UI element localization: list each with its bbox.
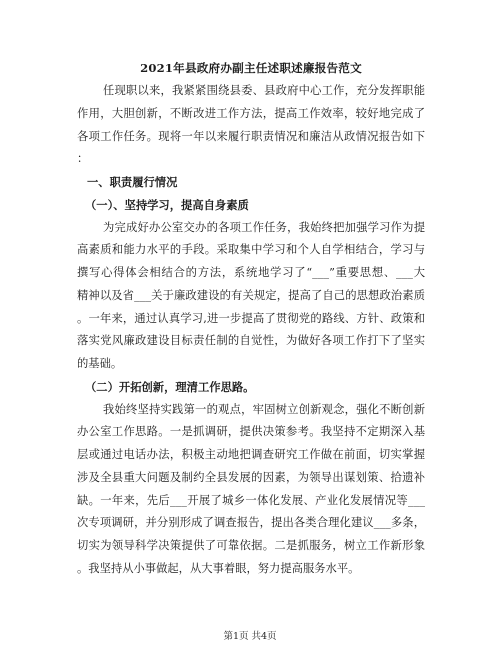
paragraph-line: 任现职以来，我紧紧围绕县委、县政府中心工作，充分发挥职能 bbox=[103, 84, 425, 97]
paragraph-line: 的基础。 bbox=[77, 357, 123, 370]
paragraph-line: 我始终坚持实践第一的观点，牢固树立创新观念，强化不断创新 bbox=[103, 402, 425, 416]
intro-paragraph bbox=[77, 80, 425, 171]
paragraph-line: ： bbox=[77, 152, 89, 166]
section-heading: 一、职责履行情况 bbox=[87, 175, 178, 189]
subsection-heading: （一）、坚持学习，提高自身素质 bbox=[85, 197, 249, 212]
page-number: 第1页 共4页 bbox=[223, 631, 277, 642]
paragraph-line: 。我坚持从小事做起，从大事着眼，努力提高服务水平。 bbox=[77, 561, 360, 575]
paragraph-line: 各项工作任务。现将一年以来履行职责情况和廉洁从政情况报告如下 bbox=[77, 129, 425, 143]
paragraph-line: 办公室工作思路。一是抓调研，提供决策参考。我坚持不定期深入基 bbox=[77, 425, 425, 439]
page-footer bbox=[0, 629, 500, 645]
paragraph-line: 切实为领导科学决策提供了可靠依据。二是抓服务，树立工作新形象 bbox=[77, 539, 425, 552]
subsection-heading: （二）开拓创新，理清工作思路。 bbox=[85, 379, 255, 394]
paragraph-line: 缺。一年来，先后___开展了城乡一体化发展、产业化发展情况等___ bbox=[77, 493, 425, 507]
paragraph-line: 精神以及省___关于廉政建设的有关规定，提高了自己的思想政治素质 bbox=[77, 288, 425, 302]
paragraph-line: 涉及全县重大问题及制约全县发展的因素，为领导出谋划策、拾遗补 bbox=[77, 470, 425, 484]
paragraph-line: 次专项调研，并分别形成了调查报告，提出各类合理化建议___多条， bbox=[77, 516, 425, 530]
document-body bbox=[77, 57, 425, 581]
subsection-1-paragraph bbox=[77, 217, 425, 376]
paragraph-line: 作用，大胆创新，不断改进工作方法，提高工作效率，较好地完成了 bbox=[77, 106, 425, 120]
paragraph-line: 撰写心得体会相结合的方法，系统地学习了“___”重要思想、___大 bbox=[77, 266, 425, 279]
subsection-2-paragraph bbox=[77, 399, 425, 581]
paragraph-line: 为完成好办公室交办的各项工作任务，我始终把加强学习作为提 bbox=[103, 220, 425, 234]
paragraph-line: 落实党风廉政建设目标责任制的自觉性，为做好各项工作打下了坚实 bbox=[77, 334, 425, 348]
paragraph-line: 。一年来，通过认真学习,进一步提高了贯彻党的路线、方针、政策和 bbox=[77, 311, 425, 325]
paragraph-line: 高素质和能力水平的手段。采取集中学习和个人自学相结合，学习与 bbox=[77, 243, 425, 257]
paragraph-line: 层或通过电话办法，积极主动地把调查研究工作做在前面，切实掌握 bbox=[77, 448, 425, 461]
document-title: 2021年县政府办副主任述职述廉报告范文 bbox=[140, 61, 362, 75]
